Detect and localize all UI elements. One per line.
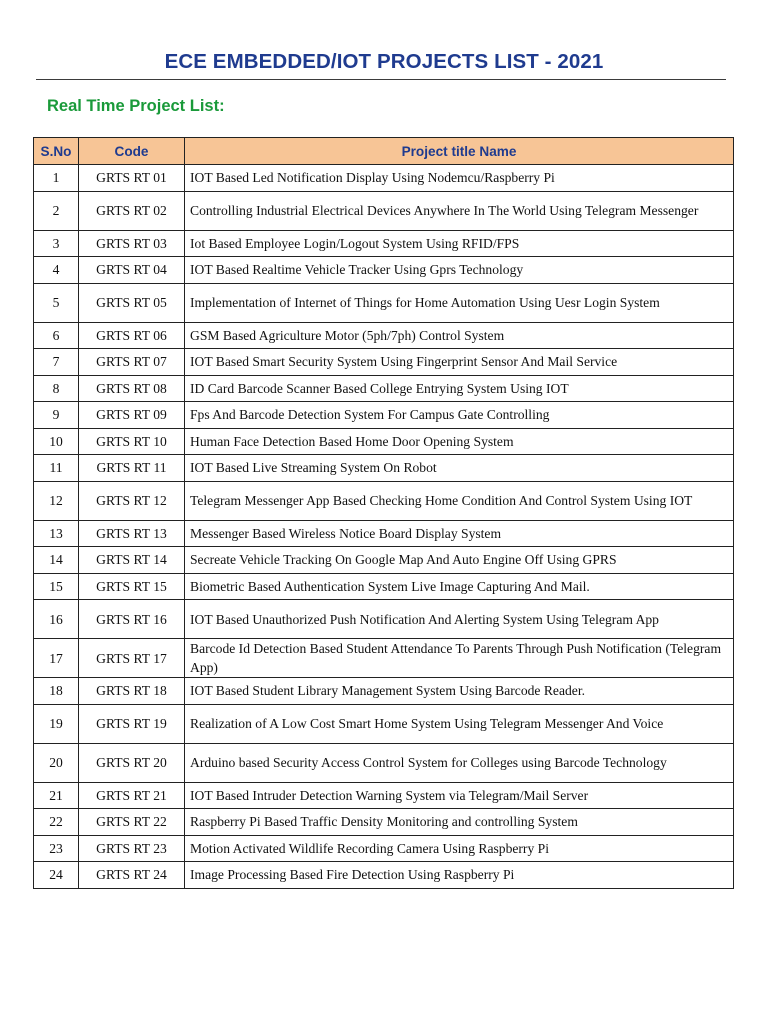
projects-table: [33, 137, 734, 889]
row-sno-cell: 10: [34, 428, 79, 455]
row-title-cell: Realization of A Low Cost Smart Home System Using Telegram Messenger And Voice: [185, 704, 734, 743]
row-title-cell: IOT Based Unauthorized Push Notification And Alerting System Using Telegram App: [185, 600, 734, 639]
row-sno-cell: 3: [34, 230, 79, 257]
row-sno-cell: 8: [34, 375, 79, 402]
header-sno: S.No: [34, 138, 79, 165]
table-row: [34, 481, 734, 520]
row-sno-cell: 11: [34, 455, 79, 482]
row-code-cell: GRTS RT 08: [79, 375, 185, 402]
row-code-cell: GRTS RT 23: [79, 835, 185, 862]
section-subtitle: Real Time Project List:: [47, 97, 225, 115]
row-title-cell: Biometric Based Authentication System Live Image Capturing And Mail.: [185, 573, 734, 600]
row-title-cell: IOT Based Realtime Vehicle Tracker Using Gprs Technology: [185, 257, 734, 284]
row-title-cell: Human Face Detection Based Home Door Opening System: [185, 428, 734, 455]
row-code-cell: GRTS RT 09: [79, 402, 185, 429]
row-sno-cell: 7: [34, 349, 79, 376]
row-title-cell: IOT Based Student Library Management System Using Barcode Reader.: [185, 678, 734, 705]
row-sno-cell: 15: [34, 573, 79, 600]
row-title-cell: Telegram Messenger App Based Checking Home Condition And Control System Using IOT: [185, 481, 734, 520]
row-title-cell: GSM Based Agriculture Motor (5ph/7ph) Control System: [185, 322, 734, 349]
table-row: [34, 743, 734, 782]
row-title-cell: IOT Based Led Notification Display Using Nodemcu/Raspberry Pi: [185, 165, 734, 192]
table-row: [34, 862, 734, 889]
table-row: [34, 547, 734, 574]
row-code-cell: GRTS RT 04: [79, 257, 185, 284]
row-title-cell: ID Card Barcode Scanner Based College Entrying System Using IOT: [185, 375, 734, 402]
row-sno-cell: 24: [34, 862, 79, 889]
row-title-cell: Fps And Barcode Detection System For Campus Gate Controlling: [185, 402, 734, 429]
row-code-cell: GRTS RT 03: [79, 230, 185, 257]
row-sno-cell: 14: [34, 547, 79, 574]
row-title-cell: IOT Based Smart Security System Using Fingerprint Sensor And Mail Service: [185, 349, 734, 376]
header-project-title: Project title Name: [185, 138, 734, 165]
row-code-cell: GRTS RT 07: [79, 349, 185, 376]
row-title-cell: Secreate Vehicle Tracking On Google Map And Auto Engine Off Using GPRS: [185, 547, 734, 574]
row-code-cell: GRTS RT 21: [79, 782, 185, 809]
table-row: [34, 678, 734, 705]
row-sno-cell: 4: [34, 257, 79, 284]
table-row: [34, 809, 734, 836]
table-body: [34, 165, 734, 889]
row-title-cell: Controlling Industrial Electrical Devices Anywhere In The World Using Telegram Messenger: [185, 191, 734, 230]
row-title-cell: Motion Activated Wildlife Recording Camera Using Raspberry Pi: [185, 835, 734, 862]
row-code-cell: GRTS RT 24: [79, 862, 185, 889]
row-title-cell: Messenger Based Wireless Notice Board Display System: [185, 520, 734, 547]
table-row: [34, 402, 734, 429]
row-code-cell: GRTS RT 17: [79, 639, 185, 678]
row-code-cell: GRTS RT 13: [79, 520, 185, 547]
row-code-cell: GRTS RT 22: [79, 809, 185, 836]
table-row: [34, 704, 734, 743]
row-sno-cell: 21: [34, 782, 79, 809]
row-sno-cell: 20: [34, 743, 79, 782]
table-row: [34, 230, 734, 257]
table-row: [34, 573, 734, 600]
row-sno-cell: 18: [34, 678, 79, 705]
row-code-cell: GRTS RT 18: [79, 678, 185, 705]
row-title-cell: Arduino based Security Access Control System for Colleges using Barcode Technology: [185, 743, 734, 782]
row-title-cell: Raspberry Pi Based Traffic Density Monitoring and controlling System: [185, 809, 734, 836]
table-row: [34, 283, 734, 322]
row-code-cell: GRTS RT 06: [79, 322, 185, 349]
row-code-cell: GRTS RT 02: [79, 191, 185, 230]
table-row: [34, 165, 734, 192]
row-sno-cell: 6: [34, 322, 79, 349]
row-code-cell: GRTS RT 12: [79, 481, 185, 520]
table-row: [34, 835, 734, 862]
row-title-cell: Implementation of Internet of Things for Home Automation Using Uesr Login System: [185, 283, 734, 322]
table-row: [34, 349, 734, 376]
row-sno-cell: 5: [34, 283, 79, 322]
row-title-cell: Image Processing Based Fire Detection Using Raspberry Pi: [185, 862, 734, 889]
row-sno-cell: 12: [34, 481, 79, 520]
row-sno-cell: 16: [34, 600, 79, 639]
table-header-row: [34, 138, 734, 165]
row-title-cell: IOT Based Intruder Detection Warning System via Telegram/Mail Server: [185, 782, 734, 809]
row-code-cell: GRTS RT 15: [79, 573, 185, 600]
table-row: [34, 322, 734, 349]
row-sno-cell: 1: [34, 165, 79, 192]
row-title-cell: Barcode Id Detection Based Student Attendance To Parents Through Push Notification (Telegram App): [185, 639, 734, 678]
row-sno-cell: 13: [34, 520, 79, 547]
table-row: [34, 428, 734, 455]
table-row: [34, 600, 734, 639]
row-sno-cell: 9: [34, 402, 79, 429]
row-sno-cell: 22: [34, 809, 79, 836]
row-code-cell: GRTS RT 16: [79, 600, 185, 639]
document-title: ECE EMBEDDED/IOT PROJECTS LIST - 2021: [164, 50, 604, 73]
row-code-cell: GRTS RT 11: [79, 455, 185, 482]
table-row: [34, 191, 734, 230]
row-code-cell: GRTS RT 19: [79, 704, 185, 743]
row-sno-cell: 2: [34, 191, 79, 230]
row-title-cell: IOT Based Live Streaming System On Robot: [185, 455, 734, 482]
row-code-cell: GRTS RT 20: [79, 743, 185, 782]
title-underline: [36, 79, 726, 80]
header-code: Code: [79, 138, 185, 165]
table-row: [34, 375, 734, 402]
row-title-cell: Iot Based Employee Login/Logout System Using RFID/FPS: [185, 230, 734, 257]
row-code-cell: GRTS RT 10: [79, 428, 185, 455]
row-sno-cell: 19: [34, 704, 79, 743]
table-row: [34, 455, 734, 482]
table-row: [34, 520, 734, 547]
row-sno-cell: 23: [34, 835, 79, 862]
row-code-cell: GRTS RT 05: [79, 283, 185, 322]
table-row: [34, 639, 734, 678]
row-sno-cell: 17: [34, 639, 79, 678]
table-row: [34, 257, 734, 284]
row-code-cell: GRTS RT 14: [79, 547, 185, 574]
table-row: [34, 782, 734, 809]
row-code-cell: GRTS RT 01: [79, 165, 185, 192]
